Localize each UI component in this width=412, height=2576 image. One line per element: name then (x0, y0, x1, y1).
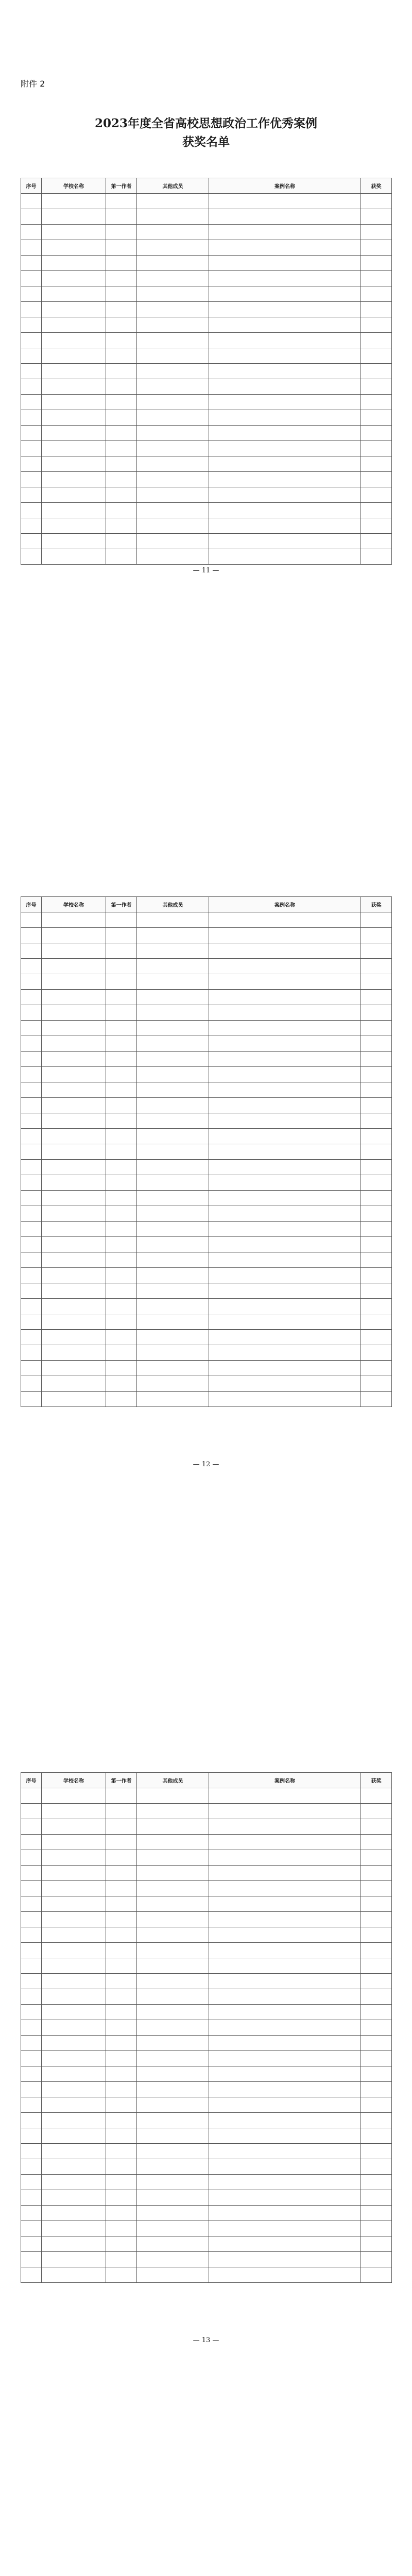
award-table-page-3 (21, 1772, 392, 2283)
table-row (21, 1912, 392, 1927)
header-case-name: 案例名称 (209, 178, 361, 194)
table-row (21, 271, 392, 286)
table-row (21, 2144, 392, 2159)
table-row (21, 1881, 392, 1896)
table-row (21, 1314, 392, 1330)
header-school: 学校名称 (42, 897, 106, 912)
header-award: 获奖 (361, 897, 392, 912)
table-row (21, 364, 392, 379)
header-first-author: 第一作者 (106, 897, 137, 912)
table-row (21, 2005, 392, 2020)
table-row (21, 2190, 392, 2206)
table-row (21, 2036, 392, 2051)
table-row (21, 2020, 392, 2036)
table-row (21, 1804, 392, 1819)
table-row (21, 1330, 392, 1345)
table-row (21, 974, 392, 990)
table-row (21, 1005, 392, 1021)
table-row (21, 2236, 392, 2252)
table-row (21, 1129, 392, 1144)
table-row (21, 518, 392, 534)
table-row (21, 2082, 392, 2097)
table-row (21, 1989, 392, 2005)
header-case-name: 案例名称 (209, 1773, 361, 1788)
table-row (21, 240, 392, 256)
header-seq: 序号 (21, 897, 42, 912)
table-row (21, 1222, 392, 1237)
table-row (21, 194, 392, 209)
table-row (21, 1021, 392, 1036)
table-row (21, 1160, 392, 1175)
table-row (21, 1850, 392, 1866)
attachment-label: 附件 2 (21, 79, 45, 89)
table-row (21, 928, 392, 943)
header-seq: 序号 (21, 1773, 42, 1788)
table-row (21, 1866, 392, 1881)
page-1 (0, 0, 412, 876)
document-title (0, 114, 412, 151)
table-row (21, 1052, 392, 1067)
table-row (21, 225, 392, 240)
table-row (21, 1252, 392, 1268)
table-row (21, 1943, 392, 1958)
table-row (21, 1191, 392, 1206)
table-row (21, 472, 392, 487)
table-row (21, 487, 392, 503)
table-row (21, 912, 392, 928)
header-seq: 序号 (21, 178, 42, 194)
table-row (21, 2066, 392, 2082)
table-row (21, 1392, 392, 1407)
table-row (21, 2051, 392, 2066)
table-row (21, 1974, 392, 1989)
table-row (21, 943, 392, 959)
table-header-row (21, 178, 392, 194)
header-case-name: 案例名称 (209, 897, 361, 912)
title-line-2: 获奖名单 (182, 135, 230, 149)
table-row (21, 1283, 392, 1299)
table-row (21, 549, 392, 565)
header-award: 获奖 (361, 1773, 392, 1788)
table-row (21, 1067, 392, 1082)
header-other-members: 其他成员 (137, 1773, 209, 1788)
page-3 (0, 1752, 412, 2576)
page-number: — 11 — (193, 567, 219, 574)
table-row (21, 959, 392, 974)
table-row (21, 1376, 392, 1392)
table-row (21, 2175, 392, 2190)
table-row (21, 1896, 392, 1912)
table-row (21, 1958, 392, 1974)
header-school: 学校名称 (42, 1773, 106, 1788)
table-row (21, 1345, 392, 1361)
table-row (21, 534, 392, 549)
header-award: 获奖 (361, 178, 392, 194)
page-number: — 12 — (193, 1461, 219, 1468)
table-row (21, 286, 392, 302)
table-body (21, 912, 392, 1407)
table-row (21, 410, 392, 426)
table-row (21, 2159, 392, 2175)
header-other-members: 其他成员 (137, 897, 209, 912)
title-line-1: 2023年度全省高校思想政治工作优秀案例 (94, 116, 317, 130)
table-row (21, 503, 392, 518)
header-other-members: 其他成员 (137, 178, 209, 194)
table-row (21, 2267, 392, 2283)
table-row (21, 1299, 392, 1314)
table-row (21, 2128, 392, 2144)
table-row (21, 456, 392, 472)
table-row (21, 333, 392, 348)
table-row (21, 256, 392, 271)
header-first-author: 第一作者 (106, 1773, 137, 1788)
table-row (21, 2113, 392, 2128)
table-row (21, 302, 392, 317)
table-header-row (21, 897, 392, 912)
table-row (21, 1206, 392, 1222)
header-first-author: 第一作者 (106, 178, 137, 194)
table-row (21, 441, 392, 456)
table-row (21, 1268, 392, 1283)
table-row (21, 1788, 392, 1804)
table-row (21, 1175, 392, 1191)
table-row (21, 2252, 392, 2267)
table-row (21, 1835, 392, 1850)
table-row (21, 1082, 392, 1098)
table-body (21, 1788, 392, 2283)
table-row (21, 1144, 392, 1160)
table-row (21, 2221, 392, 2236)
table-header-row (21, 1773, 392, 1788)
table-row (21, 379, 392, 395)
table-row (21, 1819, 392, 1835)
table-row (21, 1036, 392, 1052)
table-row (21, 1927, 392, 1943)
table-row (21, 1113, 392, 1129)
table-row (21, 2097, 392, 2113)
award-table-page-1 (21, 178, 392, 565)
table-row (21, 990, 392, 1005)
page-2 (0, 876, 412, 1752)
table-row (21, 395, 392, 410)
table-row (21, 1237, 392, 1252)
table-row (21, 317, 392, 333)
award-table-page-2 (21, 896, 392, 1407)
table-row (21, 348, 392, 364)
header-school: 学校名称 (42, 178, 106, 194)
table-body (21, 194, 392, 565)
table-row (21, 2206, 392, 2221)
table-row (21, 426, 392, 441)
page-number: — 13 — (193, 2336, 219, 2344)
table-row (21, 1098, 392, 1113)
table-row (21, 1361, 392, 1376)
table-row (21, 209, 392, 225)
